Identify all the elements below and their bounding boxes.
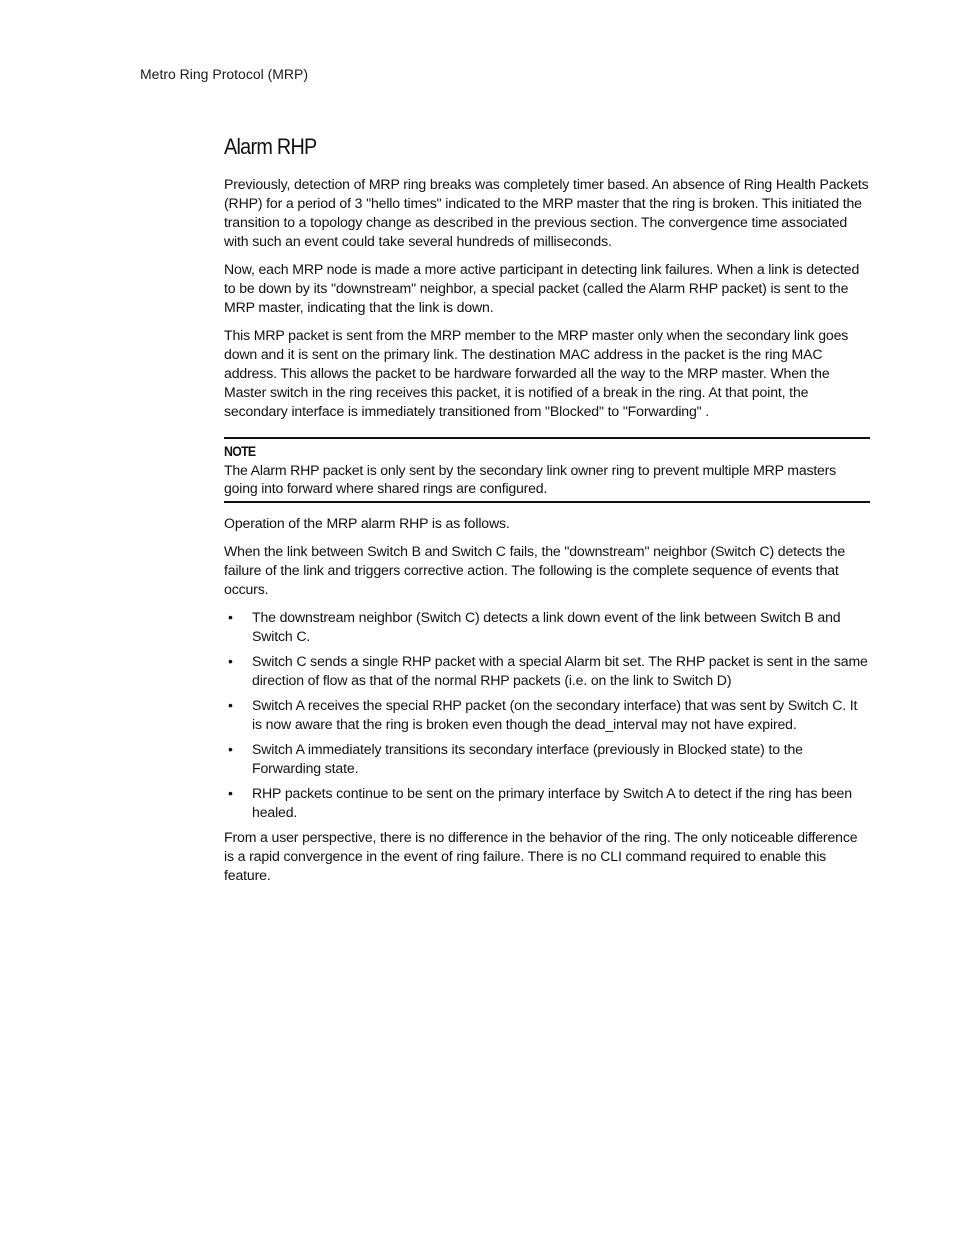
list-item <box>224 784 870 822</box>
paragraph-active-participant: Now, each MRP node is made a more active participant in detecting link failures. When a link is detected to be down by its "downstream" neighbor, a special packet (called the Alarm RHP packet) is sent to the MRP master, indicating that the link is down. <box>224 261 860 315</box>
list-item-text: RHP packets continue to be sent on the primary interface by Switch A to detect if the ring has been healed. <box>252 785 852 820</box>
main-content <box>224 132 870 894</box>
note-box <box>224 437 870 503</box>
bullet-icon: • <box>228 653 233 669</box>
event-sequence-list <box>224 608 870 822</box>
list-item <box>224 696 870 734</box>
list-item-text: Switch A immediately transitions its secondary interface (previously in Blocked state) to the Forwarding state. <box>252 741 803 776</box>
bullet-icon: • <box>228 785 233 801</box>
list-item-text: The downstream neighbor (Switch C) detects a link down event of the link between Switch B and Switch C. <box>252 609 841 644</box>
list-item <box>224 608 870 646</box>
section-title: Alarm RHP <box>224 134 317 159</box>
paragraph-timer-based-detection: Previously, detection of MRP ring breaks was completely timer based. An absence of Ring Health Packets (RHP) for a period of 3 "hello times" indicated to the MRP master that the ring is broken. This initiated the transition to a topology change as described in the previous section. The convergence time associated with such an event could take several hundreds of milliseconds. <box>224 176 869 249</box>
list-item <box>224 740 870 778</box>
paragraph-packet-forwarding: This MRP packet is sent from the MRP member to the MRP master only when the secondary link goes down and it is sent on the primary link. The destination MAC address in the packet is the ring MAC address. This allows the packet to be hardware forwarded all the way to the MRP master. When the Master switch in the ring receives this packet, it is notified of a break in the ring. At that point, the secondary interface is immediately transitioned from "Blocked" to "Forwarding" . <box>224 327 849 419</box>
note-text: The Alarm RHP packet is only sent by the secondary link owner ring to prevent multiple MRP masters going into forward where shared rings are configured. <box>224 462 837 496</box>
bullet-icon: • <box>228 609 233 625</box>
list-item <box>224 652 870 690</box>
bullet-icon: • <box>228 697 233 713</box>
paragraph-operation-intro: Operation of the MRP alarm RHP is as follows. <box>224 515 510 531</box>
list-item-text: Switch C sends a single RHP packet with a special Alarm bit set. The RHP packet is sent in the same direction of flow as that of the normal RHP packets (i.e. on the link to Switch D) <box>252 653 868 688</box>
list-item-text: Switch A receives the special RHP packet (on the secondary interface) that was sent by Switch C. It is now aware that the ring is broken even though the dead_interval may not have expired. <box>252 697 858 732</box>
note-label: NOTE <box>224 443 256 459</box>
paragraph-user-perspective: From a user perspective, there is no difference in the behavior of the ring. The only noticeable difference is a rapid convergence in the event of ring failure. There is no CLI command required to enable this feature. <box>224 829 858 883</box>
bullet-icon: • <box>228 741 233 757</box>
running-header: Metro Ring Protocol (MRP) <box>140 66 309 82</box>
paragraph-link-failure: When the link between Switch B and Switch C fails, the "downstream" neighbor (Switch C) detects the failure of the link and triggers corrective action. The following is the complete sequence of events that occurs. <box>224 543 846 597</box>
